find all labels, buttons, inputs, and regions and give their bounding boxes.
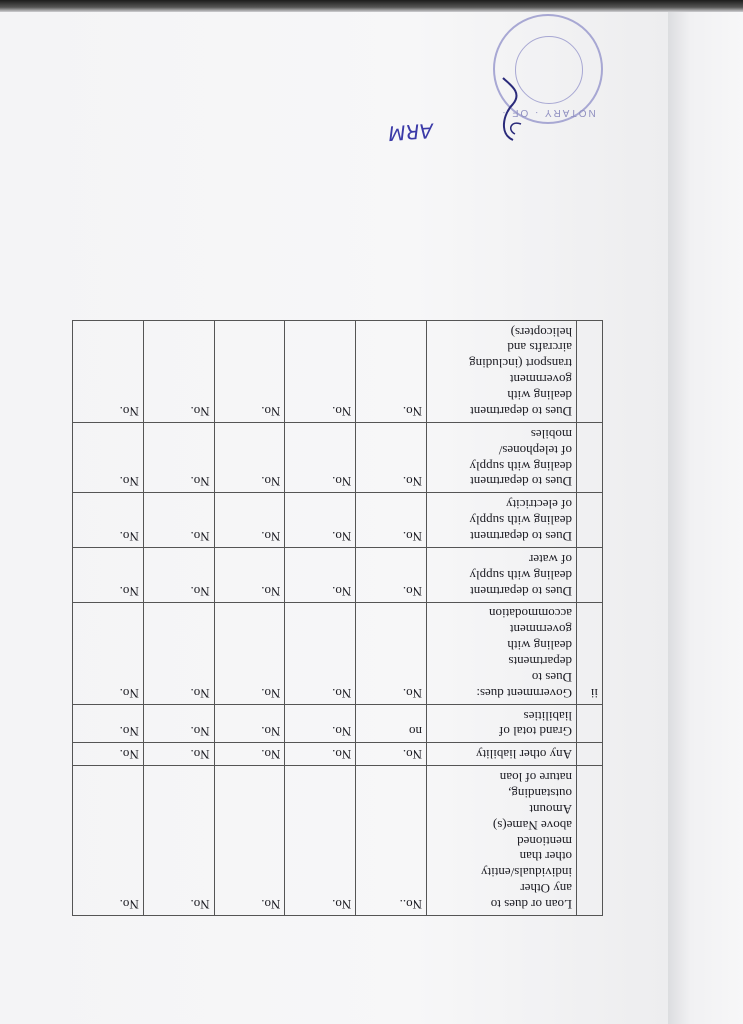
row-label-line: Any other liability (475, 747, 572, 763)
value-cell: No. (143, 766, 214, 916)
value-cell: No. (143, 602, 214, 704)
stamp-text: NOTARY · OF · (500, 107, 596, 118)
row-index (577, 547, 603, 602)
row-label-line: aircrafts and (507, 340, 572, 356)
value-cell: No. (285, 766, 356, 916)
row-label-line: Dues to department (470, 474, 572, 490)
row-label-line: above Name(s) (492, 817, 572, 833)
value-cell: No. (214, 547, 285, 602)
table-row (73, 704, 603, 743)
value-cell: No. (285, 602, 356, 704)
value-cell: No. (285, 704, 356, 743)
value-cell: No. (143, 547, 214, 602)
liabilities-table (72, 320, 603, 916)
row-index (577, 704, 603, 743)
value-cell: No. (73, 422, 144, 492)
value-cell: No. (143, 704, 214, 743)
value-cell: No. (214, 493, 285, 548)
row-label-line: government (509, 372, 572, 388)
row-label-line: liabilities (523, 708, 572, 724)
value-cell: No. (285, 493, 356, 548)
value-cell: No. (356, 320, 427, 422)
value-cell: no (356, 704, 427, 743)
row-label-line: Loan or dues to (490, 897, 572, 912)
row-index (577, 320, 603, 422)
row-label-line: Government dues: (476, 685, 572, 701)
row-label-line: of water (529, 551, 572, 567)
row-label-line: transport (including (469, 356, 572, 372)
row-label-line: government (509, 622, 572, 638)
value-cell: No. (285, 422, 356, 492)
value-cell: No. (285, 547, 356, 602)
value-cell: No. (214, 602, 285, 704)
row-label (427, 743, 577, 766)
value-cell: No. (73, 704, 144, 743)
value-cell: No. (214, 320, 285, 422)
row-index (577, 743, 603, 766)
value-cell: No. (356, 422, 427, 492)
value-cell: No. (356, 493, 427, 548)
value-cell: No. (214, 422, 285, 492)
table-row (73, 602, 603, 704)
value-cell: No. (73, 766, 144, 916)
row-label-line: individuals/entity (481, 865, 572, 881)
row-label-line: departments (508, 653, 572, 669)
row-label-line: Dues to department (470, 528, 572, 544)
value-cell: No. (73, 320, 144, 422)
value-cell: No. (356, 602, 427, 704)
row-label-line: other than (519, 849, 572, 865)
value-cell: No. (285, 320, 356, 422)
value-cell: No. (143, 320, 214, 422)
row-label (427, 320, 577, 422)
value-cell: No. (356, 547, 427, 602)
value-cell: No. (214, 743, 285, 766)
row-label-line: of telephones/ (498, 442, 572, 458)
row-index: ii (577, 602, 603, 704)
row-label-line: nature of loan (499, 770, 572, 786)
row-label-line: mobiles (530, 426, 572, 442)
table-row (73, 547, 603, 602)
table-row (73, 320, 603, 422)
row-label (427, 602, 577, 704)
row-label (427, 422, 577, 492)
row-label (427, 547, 577, 602)
table-row (73, 743, 603, 766)
table-row (73, 493, 603, 548)
row-index (577, 422, 603, 492)
row-label-line: outstanding, (508, 785, 572, 801)
row-label-line: dealing with supply (469, 513, 572, 529)
handwritten-initials: ARM (387, 118, 434, 146)
value-cell: No. (285, 743, 356, 766)
row-label (427, 493, 577, 548)
row-label-line: Dues to department (470, 583, 572, 599)
row-label-line: mentioned (517, 833, 572, 849)
row-label-line: dealing with (507, 388, 572, 404)
row-label-line: Amount (529, 801, 572, 817)
value-cell: No. (143, 493, 214, 548)
row-label-line: Grand total of (499, 724, 572, 740)
row-label (427, 704, 577, 743)
table-row (73, 422, 603, 492)
value-cell: No. (73, 493, 144, 548)
row-label-line: of electricity (505, 497, 572, 513)
signature-icon (493, 74, 533, 144)
value-cell: No. (143, 422, 214, 492)
row-label-line: Dues to (531, 669, 572, 685)
row-label-line: accommodation (488, 606, 572, 622)
row-label-line: dealing with (507, 638, 572, 654)
value-cell: No. (214, 704, 285, 743)
row-label (427, 766, 577, 916)
row-index (577, 493, 603, 548)
value-cell: No. (214, 766, 285, 916)
value-cell: No.. (356, 766, 427, 916)
value-cell: No. (73, 743, 144, 766)
value-cell: No. (143, 743, 214, 766)
row-label-line: dealing with supply (469, 458, 572, 474)
row-label-line: dealing with supply (469, 567, 572, 583)
row-index (577, 766, 603, 916)
value-cell: No. (73, 602, 144, 704)
table-row (73, 766, 603, 916)
value-cell: No. (73, 547, 144, 602)
row-label-line: Dues to department (470, 403, 572, 419)
row-label-line: any Other (520, 881, 572, 897)
value-cell: No. (356, 743, 427, 766)
row-label-line: helicopters) (510, 324, 572, 340)
